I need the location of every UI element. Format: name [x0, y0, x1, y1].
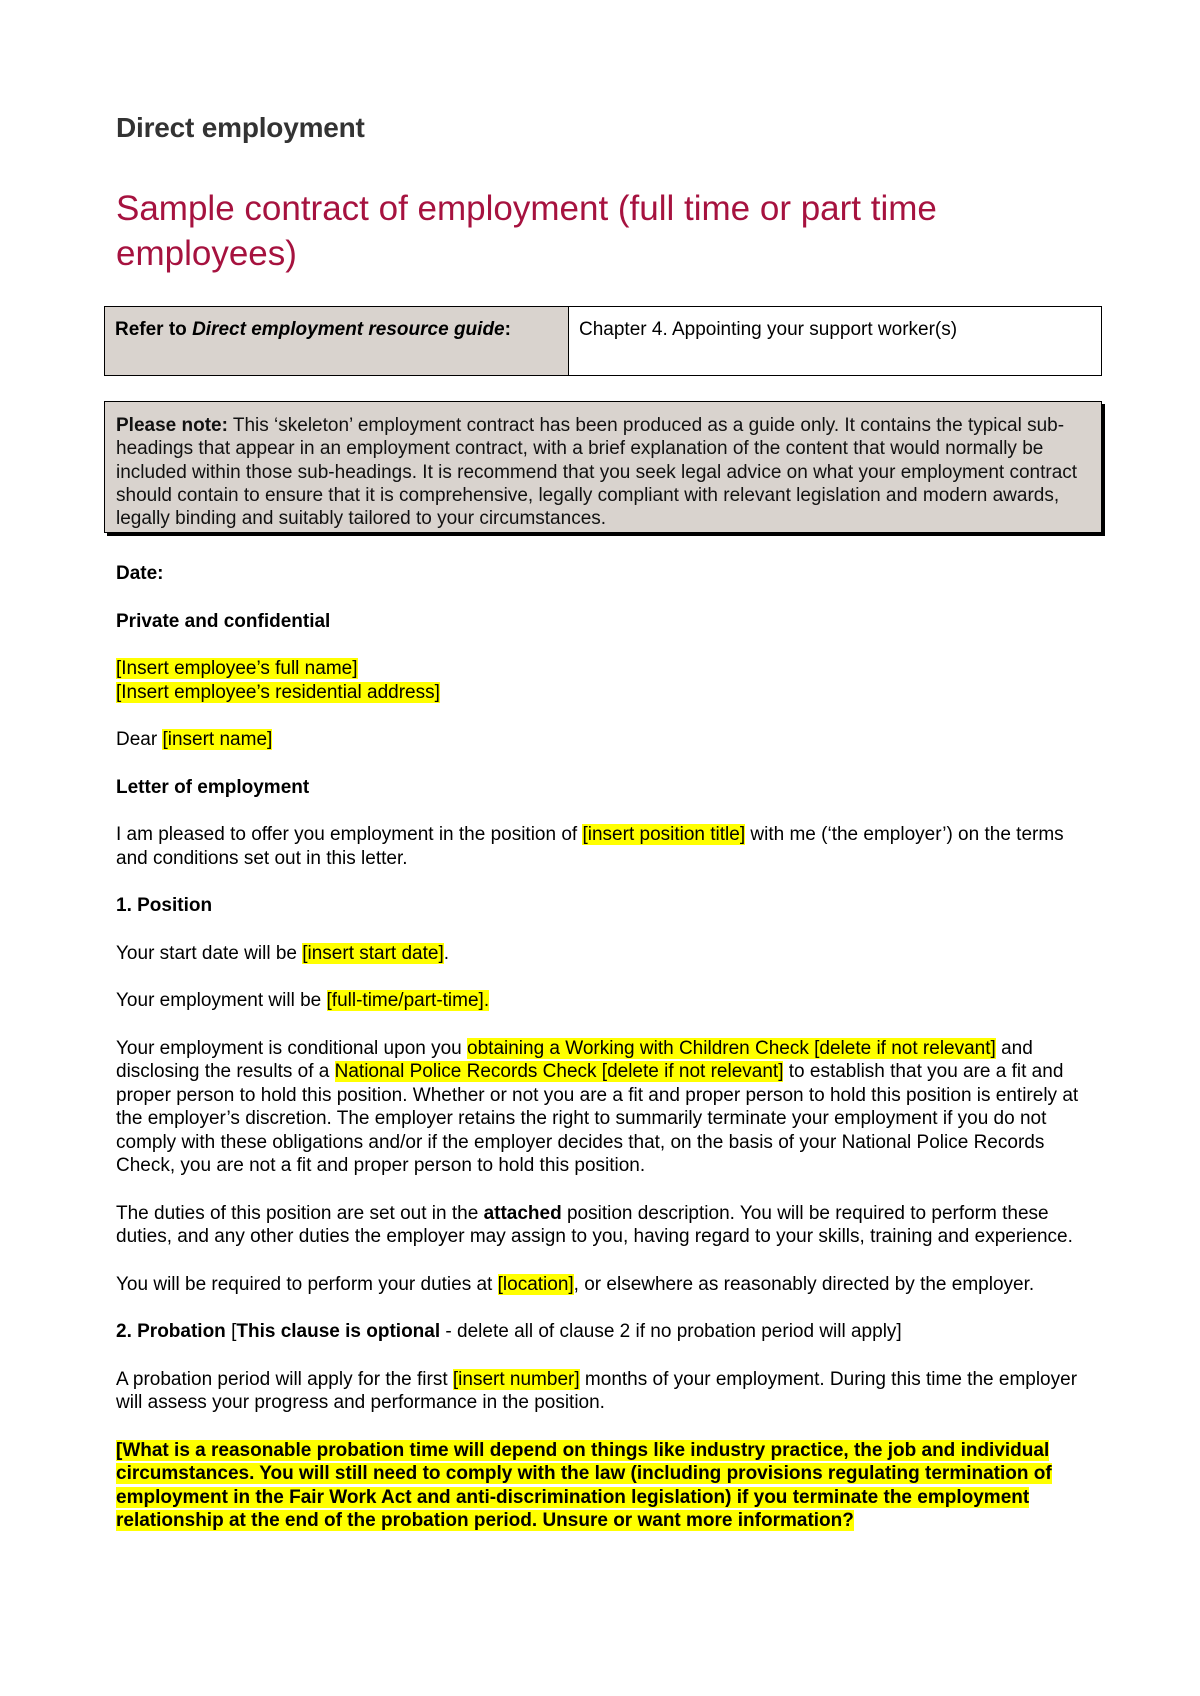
offer-text-end: with me (‘the employer’) on the terms and conditions set out in this letter.	[116, 824, 1064, 869]
letter-body	[116, 562, 1096, 1557]
duties-paragraph	[116, 1202, 1096, 1249]
probation-period-paragraph	[116, 1368, 1096, 1415]
reference-value: Chapter 4. Appointing your support worker(s)	[569, 307, 1102, 376]
date-label: Date:	[116, 563, 164, 584]
start-date-suffix: .	[443, 942, 450, 964]
employment-type-text: Your employment will be	[116, 990, 327, 1011]
location-placeholder: [location]	[497, 1273, 574, 1295]
probation-optional-note: - delete all of clause 2 if no probation period will apply]	[440, 1321, 902, 1342]
wwcc-placeholder: obtaining a Working with Children Check [delete if not relevant]	[467, 1037, 996, 1059]
employee-name-placeholder: [Insert employee’s full name]	[116, 658, 358, 679]
duties-text-start: The duties of this position are set out in the	[116, 1202, 484, 1224]
offer-paragraph	[116, 823, 1096, 870]
section-heading: Direct employment	[116, 112, 365, 143]
document-title: Sample contract of employment (full time or part time employees)	[116, 189, 937, 273]
location-paragraph	[116, 1273, 1096, 1297]
reference-guide-title: Direct employment resource guide	[192, 319, 505, 340]
police-check-placeholder: National Police Records Check [delete if not relevant]	[334, 1061, 784, 1082]
reference-label-suffix: :	[504, 319, 511, 340]
start-date-placeholder: [insert start date]	[302, 942, 444, 964]
probation-bracket: [	[225, 1321, 237, 1342]
please-note-box	[104, 401, 1102, 533]
position-title-placeholder: [insert position title]	[582, 824, 746, 845]
duties-text-end: position description. You will be required to perform these duties, and any other duties the employer may assign to you, having regard to your skills, training and experience.	[116, 1202, 1073, 1247]
conditional-paragraph	[116, 1037, 1096, 1178]
probation-text-end: months of your employment. During this time the employer will assess your progress and performance in the position.	[116, 1368, 1078, 1413]
position-heading: 1. Position	[116, 895, 213, 916]
probation-heading-line	[116, 1320, 1096, 1344]
conditional-text-end: to establish that you are a fit and proper person to hold this position. Whether or not you are a fit and proper person to hold this position is entirely at the employer’s discretion. The employer retains the right to summarily terminate your employment if you do not comply with these obligations and/or if the employer decides that, on the basis of your National Police Records Check, you are not a fit and proper person to hold this position.	[116, 1061, 1079, 1176]
note-label: Please note:	[116, 415, 228, 436]
letter-heading: Letter of employment	[116, 776, 310, 798]
probation-optional: This clause is optional	[236, 1321, 441, 1342]
start-date-paragraph	[116, 942, 1096, 966]
conditional-text-mid: and disclosing the results of a	[116, 1037, 1033, 1082]
location-text-end: , or elsewhere as reasonably directed by the employer.	[573, 1273, 1035, 1295]
salutation-name-placeholder: [insert name]	[162, 729, 273, 750]
reference-label	[105, 307, 569, 376]
reference-table	[104, 306, 1102, 376]
employee-address-placeholder: [Insert employee’s residential address]	[116, 681, 440, 703]
employment-type-paragraph	[116, 989, 1096, 1013]
reference-label-prefix: Refer to	[115, 319, 193, 340]
private-confidential-label: Private and confidential	[116, 610, 331, 632]
employment-type-placeholder: [full-time/part-time].	[326, 990, 490, 1011]
note-text: This ‘skeleton’ employment contract has been produced as a guide only. It contains the typical sub-headings that appear in an employment contract, with a brief explanation of the content that would normally be included within those sub-headings. It is recommend that you seek legal advice on what your employment contract should contain to ensure that it is comprehensive, legally compliant with relevant legislation and modern awards, legally binding and suitably tailored to your circumstances.	[116, 415, 1078, 530]
offer-text-start: I am pleased to offer you employment in the position of	[116, 824, 583, 845]
probation-number-placeholder: [insert number]	[452, 1368, 580, 1390]
salutation: Dear	[116, 729, 163, 750]
probation-heading: 2. Probation	[116, 1321, 226, 1342]
duties-attached: attached	[483, 1202, 562, 1224]
probation-text-start: A probation period will apply for the first	[116, 1368, 453, 1390]
start-date-text: Your start date will be	[116, 942, 303, 964]
probation-guidance: [What is a reasonable probation time will depend on things like industry practice, the job and individual circumstances. You will still need to comply with the law (including provisions regulating termination of employment in the Fair Work Act and anti-discrimination legislation) if you terminate the employment relationship at the end of the probation period. Unsure or want more information?	[116, 1439, 1052, 1531]
location-text-start: You will be required to perform your duties at	[116, 1273, 498, 1295]
conditional-text-start: Your employment is conditional upon you	[116, 1037, 468, 1059]
